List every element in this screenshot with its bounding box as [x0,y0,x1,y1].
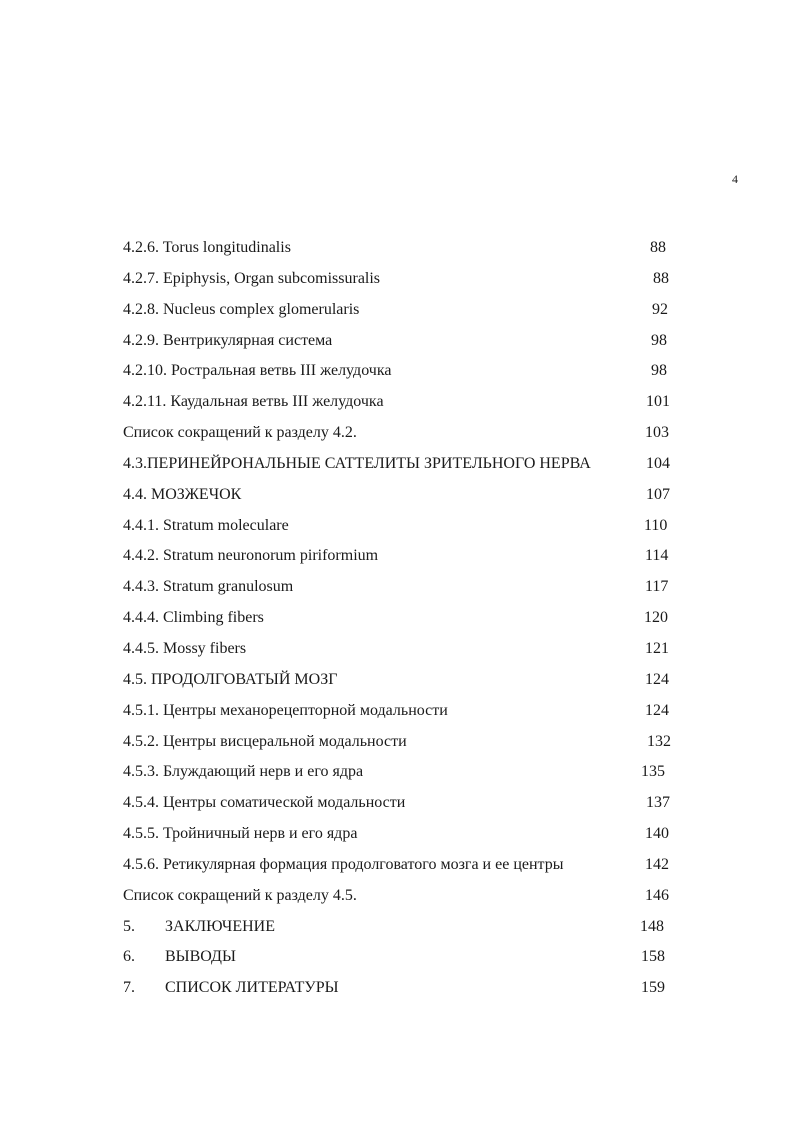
toc-chapter-number: 5. [123,917,135,935]
toc-chapter-page: 148 [640,917,664,935]
toc-entry [123,482,683,513]
toc-entry [123,389,683,420]
toc-entry [123,451,683,482]
toc-entry [123,605,683,636]
toc-entry-page: 132 [647,732,671,750]
toc-entry [123,235,683,266]
toc-entry-page: 142 [645,855,669,873]
toc-chapter [123,914,683,945]
toc-entry-page: 137 [646,794,670,812]
toc-entry [123,543,683,574]
toc-entry-title: Список сокращений к разделу 4.5. [123,886,357,904]
toc-entry-page: 110 [644,516,668,534]
toc-entry-title: 4.2.10. Ростральная ветвь III желудочка [123,362,392,380]
toc-entry-page: 120 [644,609,668,627]
toc-entry-title: 4.2.11. Каудальная ветвь III желудочка [123,393,384,411]
toc-entry [123,729,683,760]
toc-entry-title: 4.5. ПРОДОЛГОВАТЫЙ МОЗГ [123,670,338,688]
toc-entry [123,574,683,605]
toc-chapter [123,975,683,1006]
toc-entry [123,852,683,883]
toc-entry-page: 121 [645,639,669,657]
toc-entry [123,667,683,698]
toc-entry-page: 101 [646,393,670,411]
toc-chapter-title [123,914,275,939]
toc-entry-title: 4.5.3. Блуждающий нерв и его ядра [123,763,364,781]
toc-entry-page: 135 [641,763,665,781]
toc-entry-title: 4.5.6. Ретикулярная формация продолговатого мозга и ее центры [123,855,564,873]
toc-entry-title: 4.3.ПЕРИНЕЙРОНАЛЬНЫЕ САТТЕЛИТЫ ЗРИТЕЛЬНОГО НЕРВА [123,454,591,472]
toc-entry-title: 4.5.2. Центры висцеральной модальности [123,732,407,750]
toc-entry-page: 98 [651,362,667,380]
toc-entry [123,513,683,544]
toc-chapter-title [123,975,339,1000]
toc-chapter-label: ВЫВОДЫ [165,948,236,966]
toc-entry-title: 4.4.5. Mossy fibers [123,639,247,657]
toc-chapter [123,944,683,975]
toc-entry-title: 4.2.8. Nucleus complex glomerularis [123,300,360,318]
toc-entry-page: 107 [646,485,670,503]
toc-entry-page: 146 [645,886,669,904]
toc-chapter-label: ЗАКЛЮЧЕНИЕ [165,917,275,935]
toc-entry-title: Список сокращений к разделу 4.2. [123,424,357,442]
toc-entry [123,420,683,451]
toc-entry-page: 88 [650,239,666,256]
toc-entry-page: 140 [645,825,669,843]
toc-entry [123,698,683,729]
toc-entry [123,790,683,821]
toc-entry-title: 4.4.3. Stratum granulosum [123,578,294,596]
toc-entry-page: 124 [645,701,669,719]
table-of-contents [123,235,683,1006]
toc-entry-title: 4.5.5. Тройничный нерв и его ядра [123,825,358,843]
toc-entry-title: 4.4. МОЗЖЕЧОК [123,485,242,503]
toc-entry-title: 4.5.1. Центры механорецепторной модальности [123,701,448,719]
page-number: 4 [732,172,738,186]
toc-entry [123,297,683,328]
toc-entry [123,759,683,790]
toc-entry [123,883,683,914]
toc-entry-page: 92 [652,300,668,318]
toc-entry [123,358,683,389]
toc-chapter-page: 158 [641,948,665,966]
toc-entry-page: 103 [645,424,669,442]
toc-chapter-title [123,944,236,969]
toc-entry-title: 4.2.9. Вентрикулярная система [123,331,333,349]
toc-entry [123,266,683,297]
toc-entry-title: 4.4.4. Climbing fibers [123,609,264,627]
toc-entry-page: 124 [645,670,669,688]
toc-entry-page: 98 [651,331,667,349]
toc-entry-page: 88 [653,269,669,287]
toc-chapter-number: 6. [123,948,135,966]
toc-entry-page: 114 [645,547,669,565]
toc-entry-page: 117 [645,578,669,596]
toc-entry-title: 4.4.2. Stratum neuronorum piriformium [123,547,379,565]
toc-entry [123,328,683,359]
toc-entry-title: 4.2.6. Torus longitudinalis [123,239,291,256]
toc-entry-title: 4.5.4. Центры соматической модальности [123,794,406,812]
toc-chapter-number: 7. [123,979,135,997]
toc-entry [123,821,683,852]
toc-entry-page: 104 [646,454,670,472]
toc-entry [123,636,683,667]
toc-chapter-page: 159 [641,979,665,997]
toc-entry-title: 4.4.1. Stratum moleculare [123,516,289,534]
toc-entry-title: 4.2.7. Epiphysis, Organ subcomissuralis [123,269,381,287]
toc-chapter-label: СПИСОК ЛИТЕРАТУРЫ [165,979,339,997]
